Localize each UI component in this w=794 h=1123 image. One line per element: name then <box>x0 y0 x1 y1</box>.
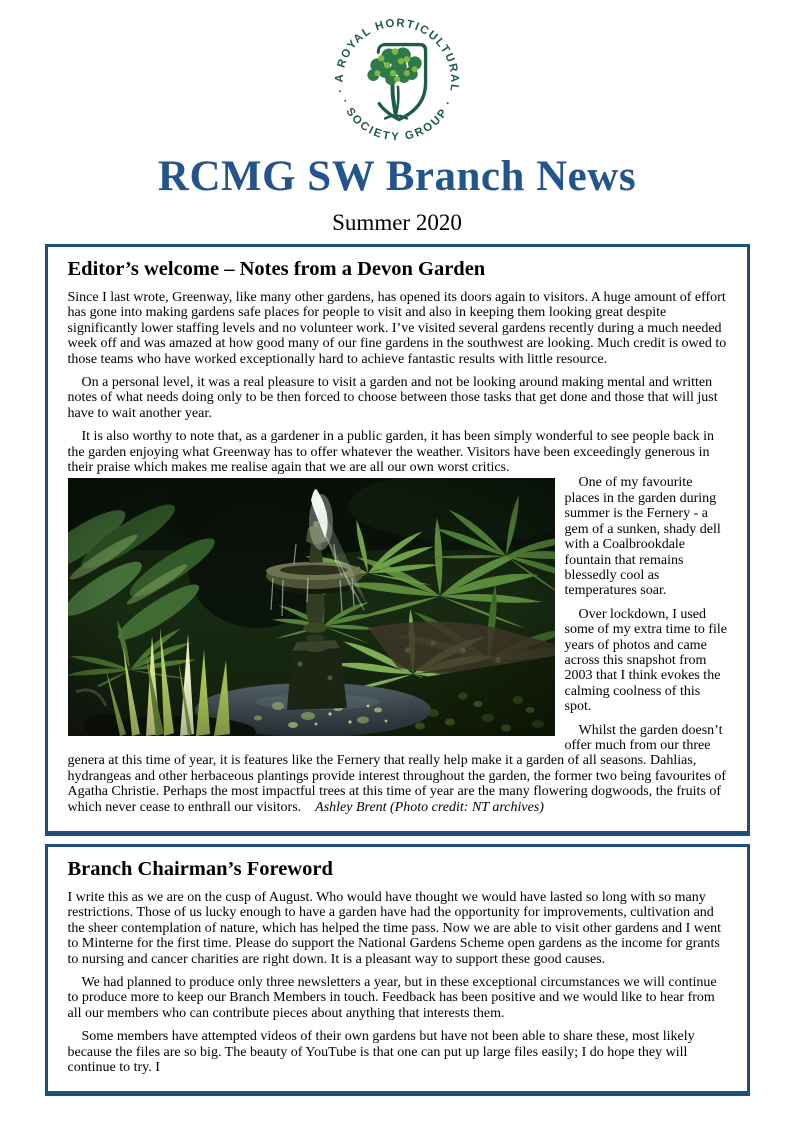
paragraph: It is also worthy to note that, as a gardener in a public garden, it has been simply wonderful to see people back in the garden enjoying what Greenway has to offer whatever the weather. Visitors have been exceedingly generous in their praise which makes me realise again that we are all our own worst critics. <box>67 429 715 476</box>
paragraph: On a personal level, it was a real pleasure to visit a garden and not be looking around making mental and written notes of what needs doing only to be then forced to choose between those tasks that get done and those that will just have to wait another year. <box>67 375 718 421</box>
rhs-society-group-logo <box>328 12 466 150</box>
fernery-fountain-photo <box>68 478 555 736</box>
paragraph: One of my favourite places in the garden during summer is the Fernery - a gem of a sunken, shady dell with a Coalbrookdale fountain that remains blessedly cool as temperatures soar. <box>564 475 721 599</box>
author-credit: Ashley Brent (Photo credit: NT archives) <box>315 799 544 815</box>
paragraph: Some members have attempted videos of their own gardens but have not been able to share these, most likely because the files are so big. The beauty of YouTube is that one can put up large files easily; I do hope they will continue to try. I <box>67 1029 695 1076</box>
issue-date: Summer 2020 <box>332 210 462 235</box>
section-heading: Editor’s welcome – Notes from a Devon Garden <box>67 258 486 280</box>
section-heading: Branch Chairman’s Foreword <box>67 858 333 880</box>
paragraph: Since I last wrote, Greenway, like many other gardens, has opened its doors again to visitors. A huge amount of effort has gone into making gardens safe places for people to visit and also in keeping them looking great despite significantly lower staffing levels and no volunteer work. I’ve visited several gardens recently during a much needed week off and was amazed at how good many of our fine gardens in the southwest are looking. Much credit is owed to those teams who have worked exceptionally hard to achieve fantastic results with little resource. <box>67 290 727 367</box>
paragraph: Over lockdown, I used some of my extra time to file years of photos and came across this snapshot from 2003 that I think evokes the calming coolness of this spot. <box>564 606 728 715</box>
logo-arc-bottom-text: · SOCIETY GROUP · <box>338 97 456 144</box>
newsletter-title: RCMG SW Branch News <box>157 153 637 200</box>
editor-welcome-section <box>45 244 750 836</box>
chairman-foreword-section <box>45 844 750 1096</box>
paragraph: I write this as we are on the cusp of August. Who would have thought we would have lasted so long with so many restrictions. Those of us lucky enough to have a garden have had the opportunity for improvements, cultivation and the sheer contemplation of nature, which has helped the time pass. Now we are able to visit other gardens and I went to Minterne for the first time. Please do support the National Gardens Scheme open gardens as the income for grants to nursing and cancer charities are right down. It is a pleasant way to support these good causes. <box>67 890 722 967</box>
paragraph: We had planned to produce only three newsletters a year, but in these exceptional circumstances we will continue to produce more to keep our Branch Members in touch. Feedback has been positive and we would like to hear from all our members who can contribute pieces about anything that interests them. <box>67 975 717 1021</box>
tree-icon <box>367 47 421 118</box>
logo-arc-top-text: · A ROYAL HORTICULTURAL <box>333 17 461 94</box>
paragraph-text: Whilst the garden doesn’t offer much from our three genera at this time of year, it is features like the Fernery that really help make it a garden of all seasons. Dahlias, hydrangeas and other herbaceous plantings provide interest throughout the garden, the former two being favourites of Agatha Christie. Perhaps the most impactful trees at this time of year are the many flowering dogwoods, the fruits of which never cease to enthrall our visitors. <box>67 722 727 815</box>
